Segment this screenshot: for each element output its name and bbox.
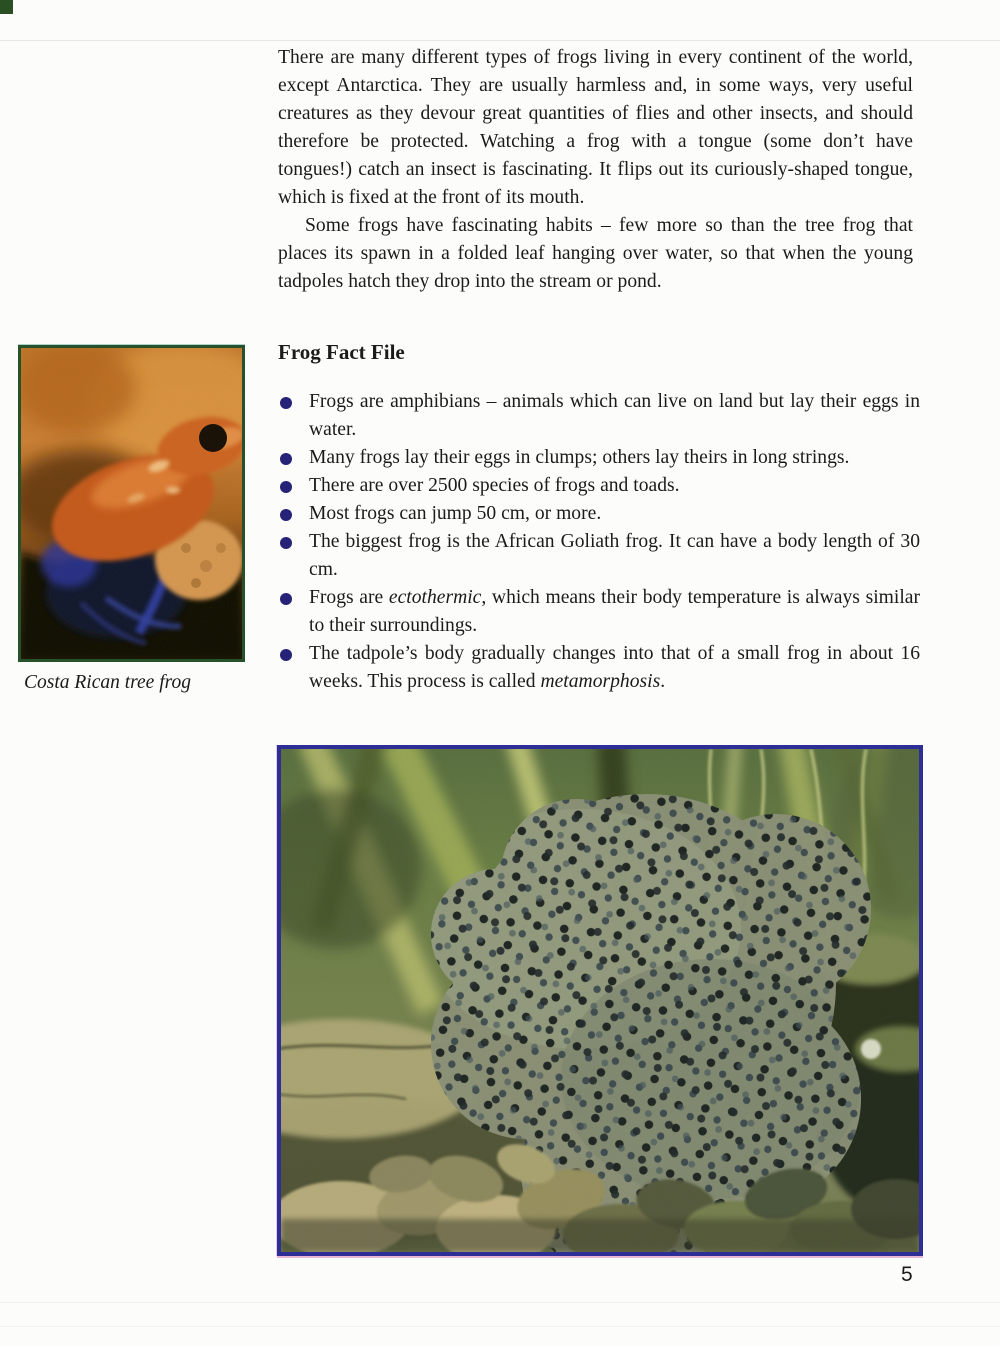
scan-edge-line xyxy=(0,1302,1000,1303)
bullet-dot-icon xyxy=(280,537,292,549)
fact-text: There are over 2500 species of frogs and toads. xyxy=(309,475,680,496)
tree-frog-photo xyxy=(18,345,245,662)
frog-spawn-photo xyxy=(277,745,923,1256)
fact-item xyxy=(278,472,920,500)
bullet-dot-icon xyxy=(280,593,292,605)
fact-list xyxy=(278,388,920,696)
fact-item xyxy=(278,388,920,444)
scan-edge-line xyxy=(0,1326,1000,1327)
fact-text: Frogs are ectothermic, which means their body temperature is always similar to their surroundings. xyxy=(309,587,920,636)
page-number: 5 xyxy=(901,1263,913,1286)
photo-caption: Costa Rican tree frog xyxy=(24,672,191,693)
paragraph-2: Some frogs have fascinating habits – few more so than the tree frog that places its spawn in a folded leaf hanging over water, so that when the young tadpoles hatch they drop into the stream or pond. xyxy=(278,215,913,292)
fact-text: Many frogs lay their eggs in clumps; others lay theirs in long strings. xyxy=(309,447,850,468)
fact-file-heading: Frog Fact File xyxy=(278,340,405,364)
frog-spawn-illustration xyxy=(281,749,919,1252)
bullet-dot-icon xyxy=(280,453,292,465)
bullet-dot-icon xyxy=(280,481,292,493)
fact-item xyxy=(278,584,920,640)
fact-text: Frogs are amphibians – animals which can live on land but lay their eggs in water. xyxy=(309,391,920,440)
fact-item xyxy=(278,500,920,528)
bullet-dot-icon xyxy=(280,509,292,521)
fact-text: The tadpole’s body gradually changes into that of a small frog in about 16 weeks. This process is called metamorphosis. xyxy=(309,643,920,692)
fact-item xyxy=(278,528,920,584)
fact-text: The biggest frog is the African Goliath frog. It can have a body length of 30 cm. xyxy=(309,531,920,580)
tree-frog-illustration xyxy=(21,348,242,659)
paragraph-1: There are many different types of frogs living in every continent of the world, except Antarctica. They are usually harmless and, in some ways, very useful creatures as they devour great quantities of flies and other insects, and should therefore be protected. Watching a frog with a tongue (some don’t have tongues!) catch an insect is fascinating. It flips out its curiously-shaped tongue, which is fixed at the front of its mouth. xyxy=(278,47,913,208)
fact-item xyxy=(278,640,920,696)
bullet-dot-icon xyxy=(280,649,292,661)
intro-text-block xyxy=(278,44,913,296)
scan-corner-artifact xyxy=(0,0,13,14)
bullet-dot-icon xyxy=(280,397,292,409)
fact-text: Most frogs can jump 50 cm, or more. xyxy=(309,503,602,524)
fact-item xyxy=(278,444,920,472)
scan-edge-line xyxy=(0,40,1000,41)
